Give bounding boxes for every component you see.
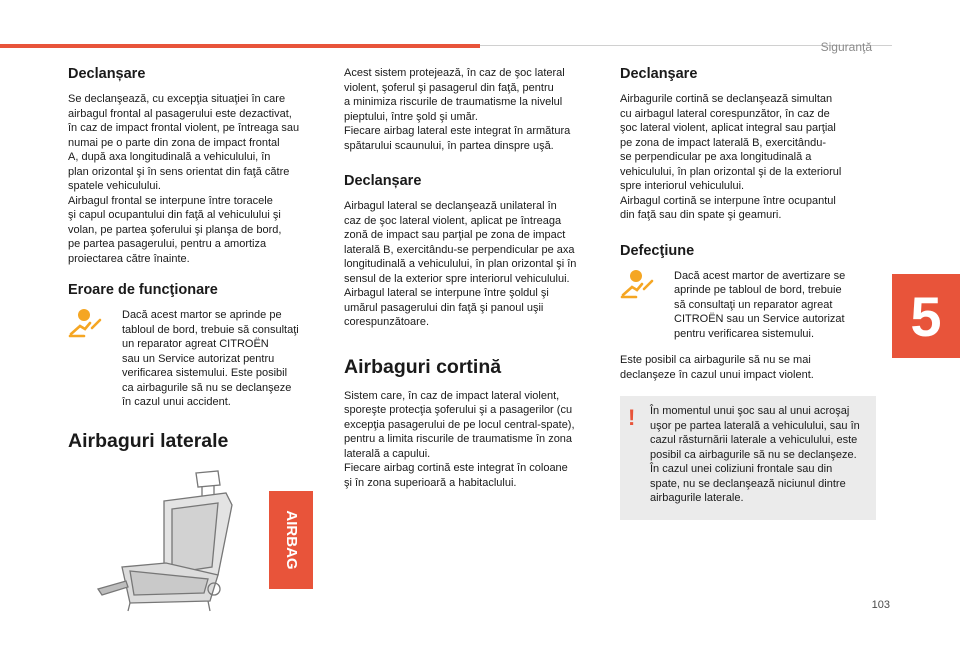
declansare-cortina-body: Airbagurile cortină se declanşează simultan cu airbagul lateral corespunzător, în caz de şoc lateral violent, aplicat integral sau parţial pe zona de impact laterală B, exercitându- se perpendicular pe axa longitudinală a vehiculului, în plan orizontal şi de la exteriorul spre interiorul vehiculului. Airbagul cortină se interpune între ocupantul din faţă sau din spate şi geamuri. xyxy=(620,93,842,221)
declansare-cortina-heading: Declanşare xyxy=(620,66,698,82)
cortina-heading: Airbaguri cortină xyxy=(344,355,502,378)
header-accent-bar xyxy=(0,44,480,48)
exclamation-icon: ! xyxy=(628,405,636,430)
defectiune-heading: Defecţiune xyxy=(620,242,695,259)
defectiune-warning xyxy=(620,269,876,342)
defectiune-warning-body: Dacă acest martor de avertizare se aprinde pe tabloul de bord, trebuie să consultaţi un reparator agreat CITROËN sau un Service autorizat pentru verificarea sistemului. xyxy=(674,269,846,340)
eroare-body: Dacă acest martor se aprinde pe tabloul de bord, trebuie să consultaţi un reparator agreat CITROËN sau un Service autorizat pentru verificarea sistemului. Este posibil ca airbagurile să nu se declanşeze în cazul unui accident. xyxy=(122,309,299,408)
airbag-label-text: AIRBAG xyxy=(283,509,301,570)
defectiune-body: Este posibil ca airbagurile să nu se mai declanşeze în cazul unui impact violent. xyxy=(620,354,814,381)
declansare-lateral-body: Airbagul lateral se declanşează unilateral în caz de şoc lateral violent, aplicat pe întreaga zonă de impact sau parţial pe zona de impact laterală B, exercitându-se perpendicular pe axa longitudinală a vehiculului, în plan orizontal şi în sensul de la exterior spre interiorul vehiculului. Airbagul lateral se interpune între şoldul şi umărul pasagerului din faţă şi panoul uşii corespunzătoare. xyxy=(344,200,577,328)
laterale-intro: Acest sistem protejează, în caz de şoc lateral violent, şoferul şi pasagerul din faţă, pentru a minimiza riscurile de traumatisme la nivelul pieptului, între şold şi umăr. Fiecare airbag lateral este integrat în armătura spătarului scaunului, în partea dinspre uşă. xyxy=(344,67,571,152)
airbag-warning-lamp-icon xyxy=(620,269,674,342)
lateral-note-box xyxy=(620,396,876,520)
airbag-label-tag xyxy=(269,491,313,589)
column-3 xyxy=(620,66,876,520)
declansare-body: Se declanşează, cu excepţia situaţiei în care airbagul frontal al pasagerului este dezactivat, în caz de impact frontal violent, pe întreaga sau numai pe o parte din zona de impact frontal A, după axa longitudinală a vehiculului, în plan orizontal şi în sens orientat din faţă către spatele vehiculului. Airbagul frontal se interpune între toracele şi capul ocupantului din faţă al vehiculului şi volan, pe partea şoferului şi planşa de bord, pe partea pasagerului, pentru a amortiza proiectarea către înainte. xyxy=(68,93,300,265)
declansare-heading: Declanșare xyxy=(68,66,146,82)
chapter-tab: 5 xyxy=(892,274,960,358)
seat-side-airbag-illustration xyxy=(68,463,328,623)
column-2 xyxy=(344,66,600,490)
airbag-warning-lamp-icon xyxy=(68,308,122,410)
page-number: 103 xyxy=(871,599,890,611)
eroare-heading: Eroare de funcţionare xyxy=(68,282,218,298)
declansare-lateral-heading: Declanșare xyxy=(344,173,422,189)
section-name: Siguranţă xyxy=(820,40,872,54)
column-1 xyxy=(68,66,324,623)
laterale-heading: Airbaguri laterale xyxy=(68,429,229,452)
lateral-note-body: În momentul unui şoc sau al unui acroşaj uşor pe partea laterală a vehiculului, sau în cazul răsturnării laterale a vehiculului, este posibil ca airbagurile să nu se declanşeze. În cazul unei coliziuni frontale sau din spate, nu se declanşează niciunul dintre airbagurile laterale. xyxy=(650,405,860,504)
eroare-warning xyxy=(68,308,324,410)
cortina-body: Sistem care, în caz de impact lateral violent, sporeşte protecţia şoferului şi a pasagerilor (cu excepţia pasagerului de pe locul central-spate), pentru a limita riscurile de traumatisme în zona laterală a capului. Fiecare airbag cortină este integrat în coloane şi în zona superioară a habitaclului. xyxy=(344,389,575,489)
